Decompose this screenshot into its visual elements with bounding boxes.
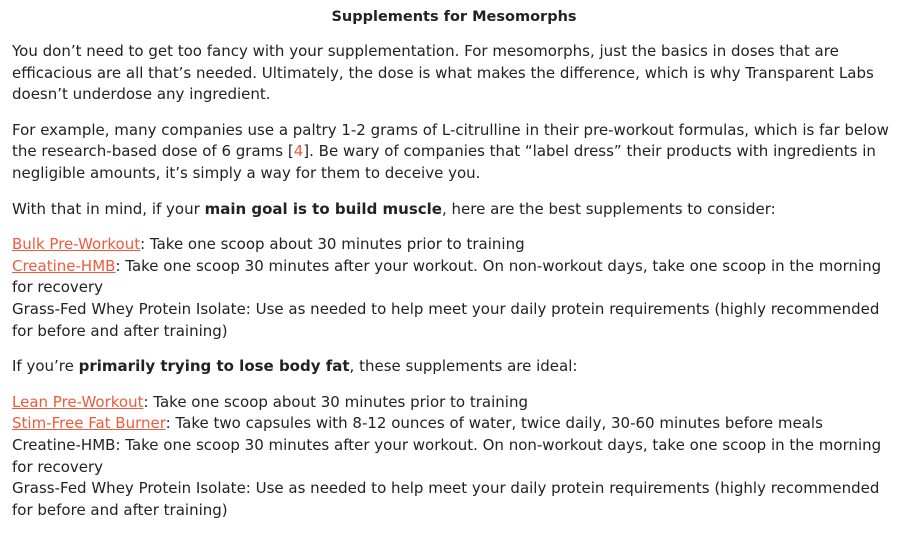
list-item-whey-protein xyxy=(12,299,896,342)
bulk-pre-workout-link[interactable]: Bulk Pre-Workout xyxy=(12,235,141,254)
reference-link-4[interactable]: 4 xyxy=(293,142,304,161)
creatine-hmb-link[interactable]: Creatine-HMB xyxy=(12,256,116,275)
list-item-text: Grass-Fed Whey Protein Isolate: Use as needed to help meet your daily protein requirements (highly recommended for before and after training) xyxy=(12,479,880,519)
citrulline-paragraph xyxy=(12,120,896,185)
muscle-intro-text: With that in mind, if your xyxy=(12,199,205,218)
list-item-creatine-hmb xyxy=(12,435,896,478)
muscle-goal-intro xyxy=(12,199,896,221)
section-heading: Supplements for Mesomorphs xyxy=(331,9,577,25)
fat-intro-text: If you’re xyxy=(12,357,79,376)
list-item-text: : Take two capsules with 8-12 ounces of water, twice daily, 30-60 minutes before meals xyxy=(165,414,823,433)
list-item-stim-free-fat-burner xyxy=(12,413,896,435)
muscle-goal-emphasis: main goal is to build muscle xyxy=(204,199,442,218)
fat-loss-supplement-list xyxy=(12,392,896,522)
list-item-text: Creatine-HMB: Take one scoop 30 minutes after your workout. On non-workout days, take one scoop in the morning for recovery xyxy=(12,435,882,476)
muscle-intro-text-end: , here are the best supplements to consider: xyxy=(441,199,776,218)
fat-loss-emphasis: primarily trying to lose body fat xyxy=(78,357,350,376)
citrulline-text-after: ]. Be wary of companies that “label dress” their products with ingredients in negligible amounts, it’s simply a way for them to deceive you. xyxy=(12,142,876,182)
citrulline-text-before: For example, many companies use a paltry 1-2 grams of L-citrulline in their pre-workout formulas, which is far below the research-based dose of 6 grams [ xyxy=(12,120,889,161)
list-item-lean-pre-workout xyxy=(12,392,896,414)
fat-intro-text-end: , these supplements are ideal: xyxy=(349,357,578,376)
muscle-supplement-list xyxy=(12,234,896,342)
list-item-text: : Take one scoop about 30 minutes prior to training xyxy=(143,392,528,411)
intro-paragraph: You don’t need to get too fancy with your supplementation. For mesomorphs, just the basics in doses that are efficacious are all that’s needed. Ultimately, the dose is what makes the difference, which is why Transparent Labs doesn’t underdose any ingredient. xyxy=(12,42,874,104)
stim-free-fat-burner-link[interactable]: Stim-Free Fat Burner xyxy=(12,414,166,433)
list-item-bulk-pre-workout xyxy=(12,234,896,256)
list-item-text: : Take one scoop about 30 minutes prior to training xyxy=(140,235,525,254)
fat-loss-intro xyxy=(12,356,896,378)
lean-pre-workout-link[interactable]: Lean Pre-Workout xyxy=(12,392,144,411)
list-item-text: : Take one scoop 30 minutes after your workout. On non-workout days, take one scoop in the morning for recovery xyxy=(12,256,882,297)
list-item-text: Grass-Fed Whey Protein Isolate: Use as needed to help meet your daily protein requirements (highly recommended for before and after training) xyxy=(12,299,880,340)
list-item-creatine-hmb xyxy=(12,256,896,299)
list-item-whey-protein xyxy=(12,478,896,521)
